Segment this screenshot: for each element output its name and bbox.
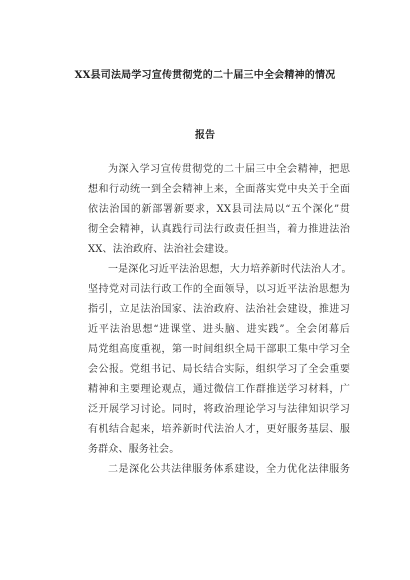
paragraph-2-line-4: 近平法治思想“进课堂、进头脑、进实践”。全会闭幕后 [88, 324, 350, 335]
paragraph-1-line-3: 依法治国的新部署新要求，XX县司法局以“五个深化”贯 [88, 204, 350, 215]
paragraph-2-line-1: 一是深化习近平法治思想，大力培养新时代法治人才。 [108, 264, 352, 275]
paragraph-2-line-8: 泛开展学习讨论。同时，将政治理论学习与法律知识学习 [88, 404, 350, 415]
paragraph-2-line-3: 指引，立足法治国家、法治政府、法治社会建设，推进习 [88, 304, 350, 315]
document-body [88, 160, 350, 480]
document-subtitle: 报告 [195, 130, 215, 141]
paragraph-1-line-2: 想和行动统一到全会精神上来，全面落实党中央关于全面 [88, 184, 350, 195]
document-title: XX县司法局学习宣传贯彻党的二十届三中全会精神的情况 [74, 70, 336, 81]
paragraph-1-line-4: 彻全会精神，认真践行司法行政责任担当，着力推进法治 [88, 224, 350, 235]
paragraph-2-line-5: 局党组高度重视，第一时间组织全局干部职工集中学习全 [88, 344, 350, 355]
paragraph-1-line-5: XX、法治政府、法治社会建设。 [88, 244, 235, 255]
paragraph-3-line-1: 二是深化公共法律服务体系建设，全力优化法律服务 [108, 464, 350, 475]
paragraph-1-line-1: 为深入学习宣传贯彻党的二十届三中全会精神，把思 [108, 164, 350, 175]
paragraph-2-line-6: 会公报。党组书记、局长结合实际，组织学习了全会重要 [88, 364, 350, 375]
paragraph-2-line-10: 务群众、服务社会。 [88, 444, 180, 455]
paragraph-2-line-2: 坚持党对司法行政工作的全面领导，以习近平法治思想为 [88, 284, 350, 295]
paragraph-2-line-7: 精神和主要理论观点，通过微信工作群推送学习材料，广 [88, 384, 350, 395]
paragraph-2-line-9: 有机结合起来，培养新时代法治人才，更好服务基层、服 [88, 424, 350, 435]
